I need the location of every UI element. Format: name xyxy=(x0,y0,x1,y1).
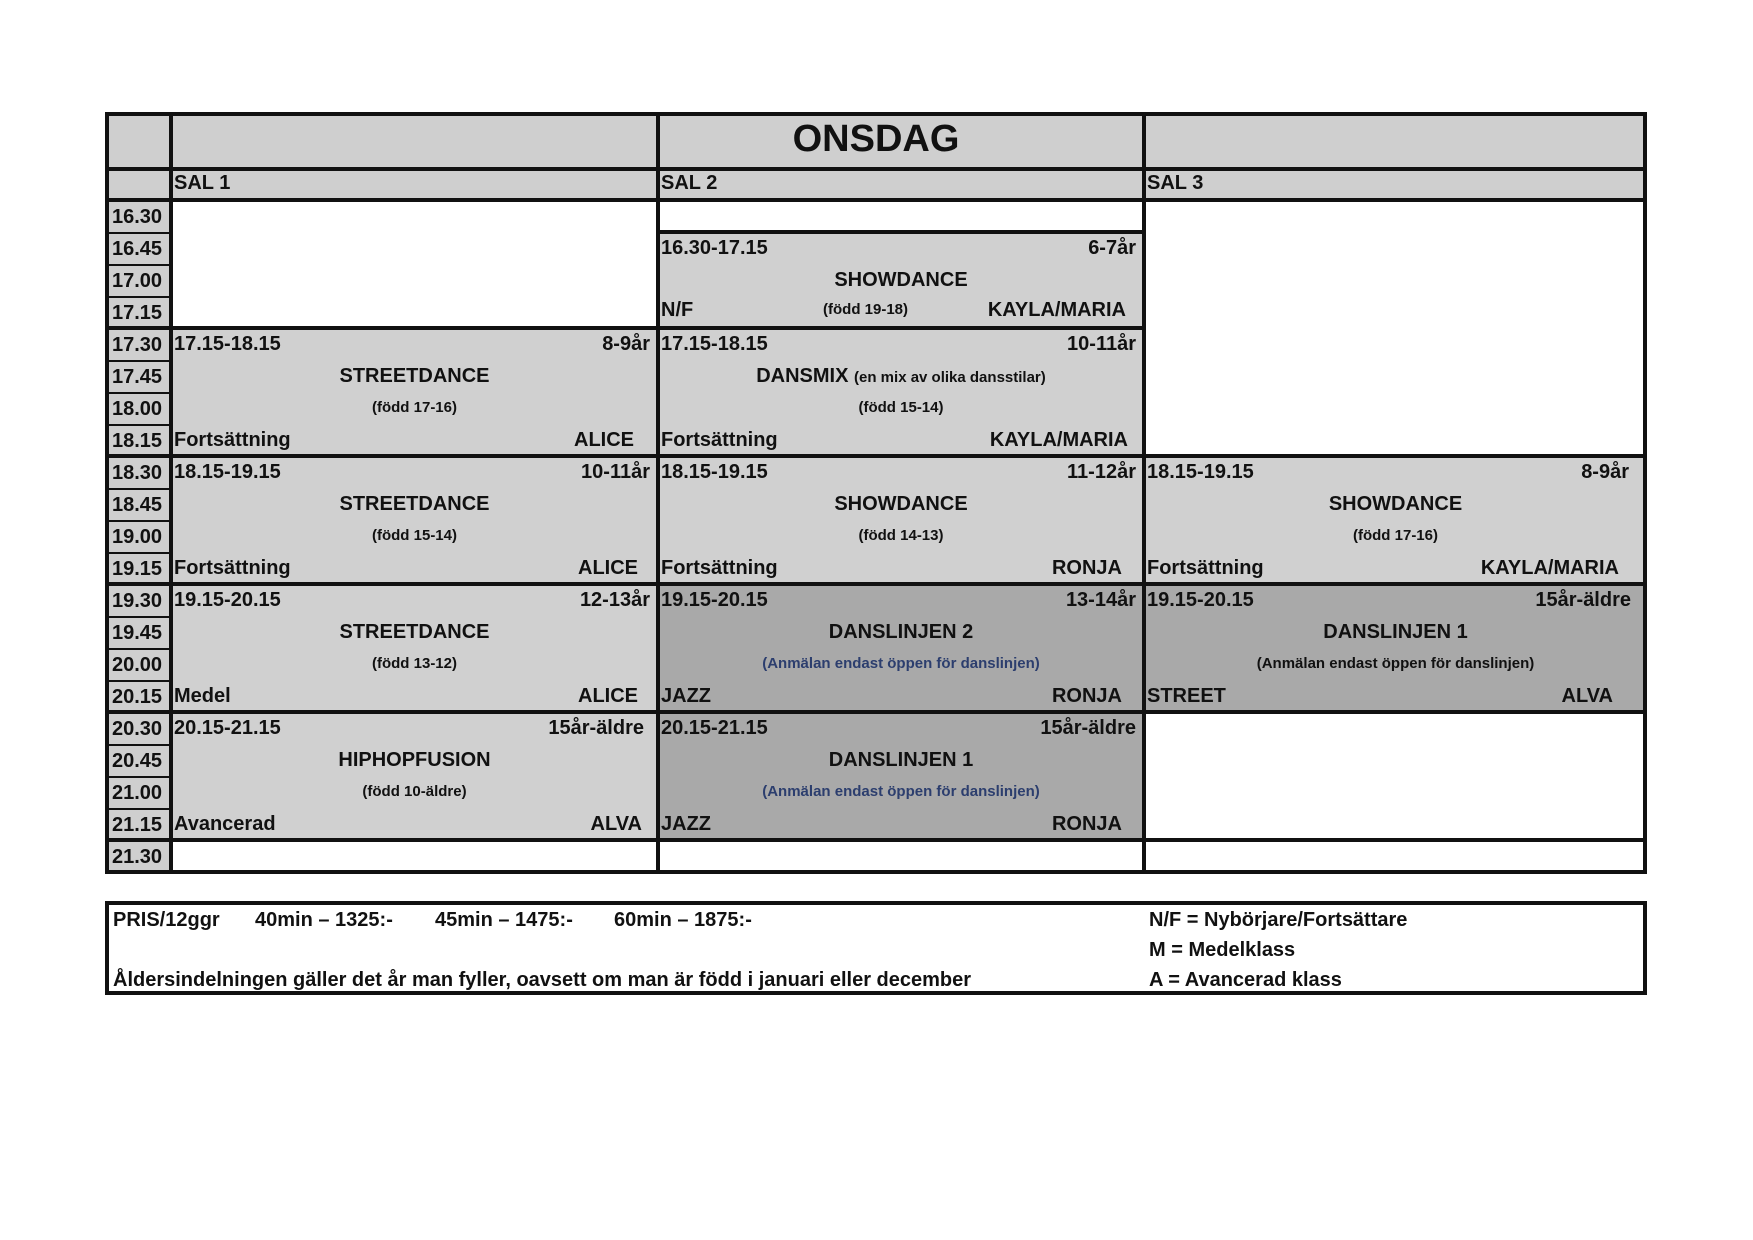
price-label: PRIS/12ggr xyxy=(113,909,220,931)
price-45min: 45min – 1475:- xyxy=(435,909,573,931)
time-2045: 20.45 xyxy=(112,750,163,772)
time-1945: 19.45 xyxy=(112,622,163,644)
sal2-class-5: 20.15-21.15 15år-äldre DANSLINJEN 1 (Anmälan endast öppen för danslinjen) JAZZ RONJA xyxy=(658,712,1144,840)
time-1630: 16.30 xyxy=(112,206,163,228)
time-2015: 20.15 xyxy=(112,686,163,708)
time-2130: 21.30 xyxy=(112,846,163,868)
page-title: ONSDAG xyxy=(792,118,960,160)
time-1715: 17.15 xyxy=(112,302,163,324)
time-1830: 18.30 xyxy=(112,462,163,484)
schedule-table xyxy=(105,112,1647,874)
time-1815: 18.15 xyxy=(112,430,163,452)
sal2-class-2: 17.15-18.15 10-11år DANSMIX (en mix av olika dansstilar) (född 15-14) Fortsättning KAYLA/MARIA xyxy=(658,328,1144,456)
sal2-class-4: 19.15-20.15 13-14år DANSLINJEN 2 (Anmälan endast öppen för danslinjen) JAZZ RONJA xyxy=(658,584,1144,712)
legend-a: A = Avancerad klass xyxy=(1149,969,1342,991)
age-note: Åldersindelningen gäller det år man fyller, oavsett om man är född i januari eller december xyxy=(113,969,972,991)
sal1-class-2: 18.15-19.15 10-11år STREETDANCE (född 15-14) Fortsättning ALICE xyxy=(171,456,658,584)
sal-2-header: SAL 2 xyxy=(661,172,718,194)
time-1845: 18.45 xyxy=(112,494,163,516)
legend-nf: N/F = Nybörjare/Fortsättare xyxy=(1149,909,1408,931)
time-1730: 17.30 xyxy=(112,334,163,356)
time-2030: 20.30 xyxy=(112,718,163,740)
footer-info xyxy=(105,901,1647,995)
sal1-class-1: 17.15-18.15 8-9år STREETDANCE (född 17-16) Fortsättning ALICE xyxy=(171,328,658,456)
sal1-class-3: 19.15-20.15 12-13år STREETDANCE (född 13-12) Medel ALICE xyxy=(171,584,658,712)
legend-m: M = Medelklass xyxy=(1149,939,1296,961)
sal2-class-3: 18.15-19.15 11-12år SHOWDANCE (född 14-13) Fortsättning RONJA xyxy=(658,456,1144,584)
sal3-class-1: 18.15-19.15 8-9år SHOWDANCE (född 17-16) Fortsättning KAYLA/MARIA xyxy=(1144,456,1647,584)
time-1645: 16.45 xyxy=(112,238,163,260)
sal1-class-4: 20.15-21.15 15år-äldre HIPHOPFUSION (född 10-äldre) Avancerad ALVA xyxy=(171,712,658,840)
time-2115: 21.15 xyxy=(112,814,163,836)
price-40min: 40min – 1325:- xyxy=(255,909,393,931)
sal-3-header: SAL 3 xyxy=(1147,172,1204,194)
sal2-class-1: 16.30-17.15 6-7år SHOWDANCE N/F (född 19-18) KAYLA/MARIA xyxy=(658,232,1144,328)
time-2000: 20.00 xyxy=(112,654,163,676)
time-1900: 19.00 xyxy=(112,526,163,548)
time-1930: 19.30 xyxy=(112,590,163,612)
sal3-class-2: 19.15-20.15 15år-äldre DANSLINJEN 1 (Anmälan endast öppen för danslinjen) STREET ALVA xyxy=(1144,584,1647,712)
price-60min: 60min – 1875:- xyxy=(614,909,752,931)
time-1915: 19.15 xyxy=(112,558,163,580)
time-1745: 17.45 xyxy=(112,366,163,388)
time-2100: 21.00 xyxy=(112,782,163,804)
time-1800: 18.00 xyxy=(112,398,163,420)
sal-1-header: SAL 1 xyxy=(174,172,231,194)
time-1700: 17.00 xyxy=(112,270,163,292)
